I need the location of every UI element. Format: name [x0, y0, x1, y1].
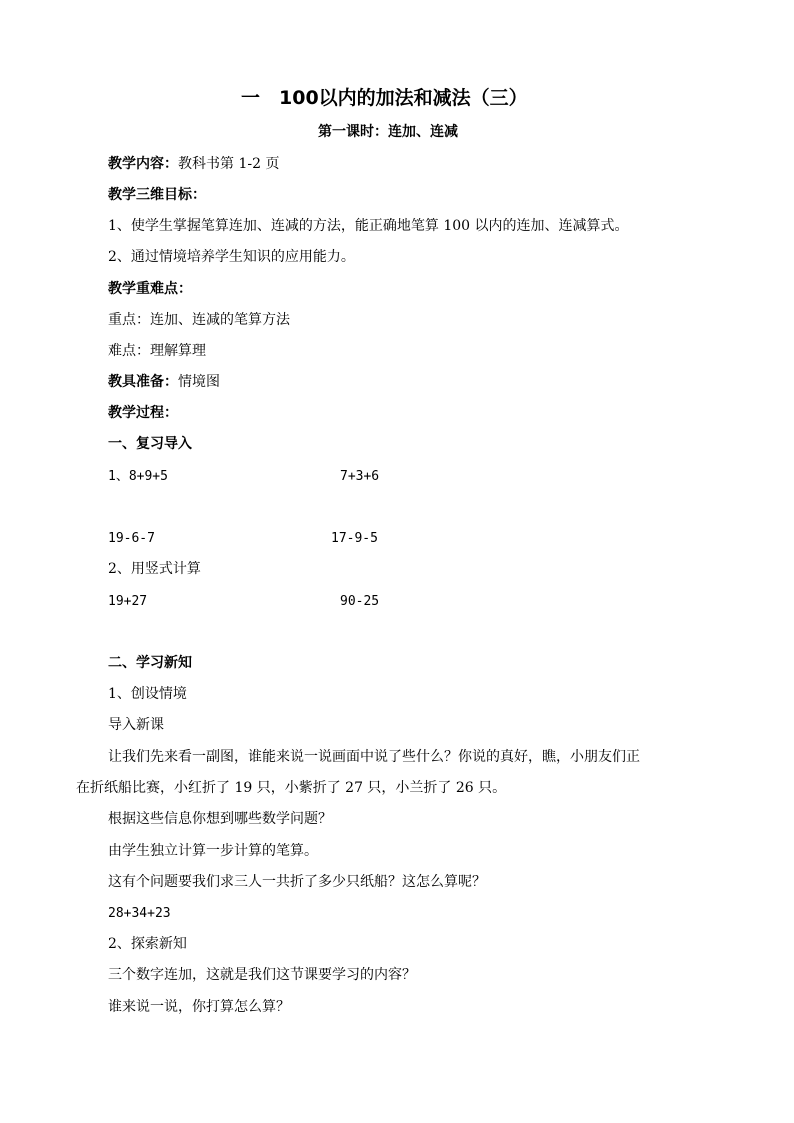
paragraph-1-line-2: 在折纸船比赛，小红折了 19 只，小紫折了 27 只，小兰折了 26 只。 [76, 780, 507, 796]
paragraph-6: 谁来说一说，你打算怎么算？ [108, 999, 290, 1015]
review-1-d: 17-9-5 [331, 531, 378, 546]
review-1-a: 1、8+9+5 [108, 469, 168, 484]
expression: 28+34+23 [108, 906, 171, 921]
step-1: 1、创设情境 [108, 686, 187, 702]
teaching-tools [108, 373, 220, 391]
review-1-c: 19-6-7 [108, 531, 155, 546]
teaching-content-value: 教科书第 1-2 页 [178, 156, 280, 172]
teaching-content [108, 155, 279, 173]
teaching-content-label: 教学内容： [108, 156, 178, 172]
paragraph-3: 由学生独立计算一步计算的笔算。 [108, 843, 318, 859]
intro-line: 导入新课 [108, 717, 164, 733]
paragraph-2: 根据这些信息你想到哪些数学问题？ [108, 811, 332, 827]
objective-1: 1、使学生掌握笔算连加、连减的方法，能正确地笔算 100 以内的连加、连减算式。 [108, 218, 629, 234]
section-1-heading: 一、复习导入 [108, 436, 192, 452]
process-heading: 教学过程： [108, 405, 178, 421]
lesson-subtitle: 第一课时：连加、连减 [318, 124, 458, 140]
review-2-a: 19+27 [108, 594, 148, 609]
paragraph-5: 三个数字连加，这就是我们这节课要学习的内容？ [108, 967, 416, 983]
page-title: 一 100以内的加法和减法（三） [241, 87, 528, 109]
paragraph-4: 这有个问题要我们求三人一共折了多少只纸船？这怎么算呢？ [108, 874, 486, 890]
key-points-heading: 教学重难点： [108, 281, 192, 297]
review-2-heading: 2、用竖式计算 [108, 561, 201, 577]
key-point: 重点：连加、连减的笔算方法 [108, 312, 290, 328]
paragraph-1-line-1: 让我们先来看一副图，谁能来说一说画面中说了些什么？你说的真好，瞧，小朋友们正 [108, 749, 640, 765]
review-2-b: 90-25 [340, 594, 380, 609]
difficulty: 难点：理解算理 [108, 343, 206, 359]
objectives-heading: 教学三维目标： [108, 187, 206, 203]
section-2-heading: 二、学习新知 [108, 655, 192, 671]
review-1-b: 7+3+6 [340, 469, 380, 484]
objective-2: 2、通过情境培养学生知识的应用能力。 [108, 249, 355, 265]
step-2: 2、探索新知 [108, 936, 187, 952]
teaching-tools-value: 情境图 [178, 374, 220, 390]
teaching-tools-label: 教具准备： [108, 374, 178, 390]
